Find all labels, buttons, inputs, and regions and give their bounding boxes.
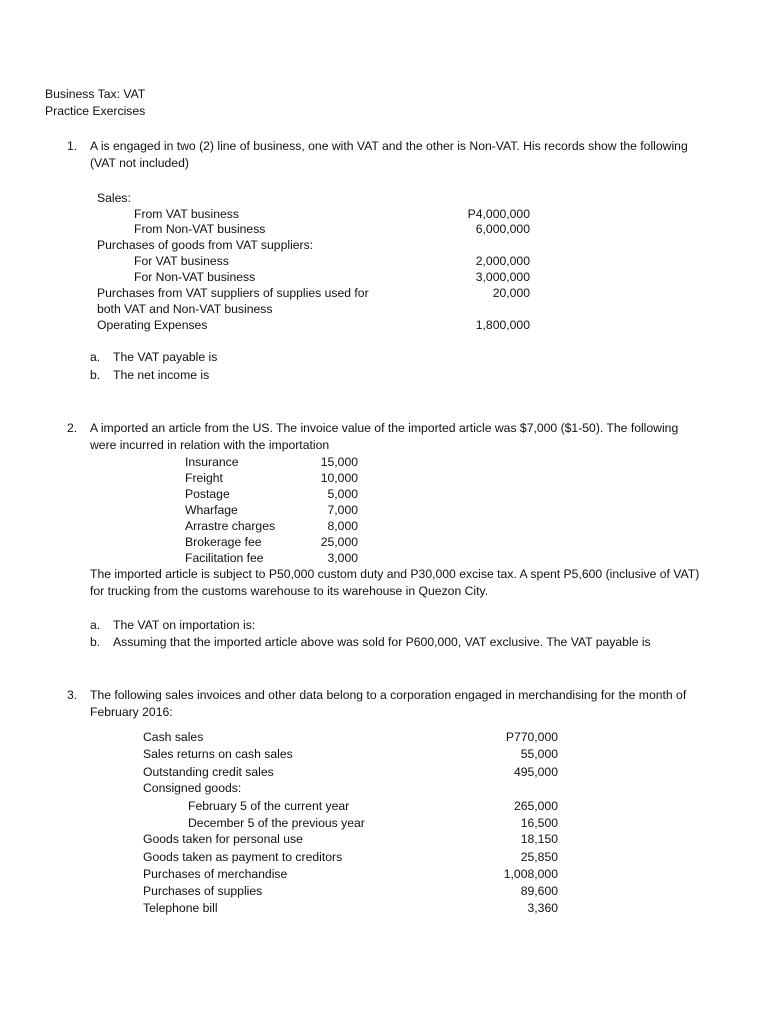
- q1-sub-letter: a.: [90, 350, 101, 364]
- q3-row-amount: 25,850: [520, 850, 558, 864]
- q2-row-label: Brokerage fee: [185, 535, 262, 549]
- q3-number: 3.: [67, 688, 78, 702]
- q2-row-amount: 5,000: [327, 487, 358, 501]
- q2-row-label: Facilitation fee: [185, 551, 264, 565]
- q3-row-label: Goods taken as payment to creditors: [143, 850, 343, 864]
- q3-row-amount: 16,500: [520, 816, 558, 830]
- q1-row-label: Purchases from VAT suppliers of supplies used for: [97, 286, 369, 300]
- q1-number: 1.: [67, 139, 78, 153]
- q1-row-label: both VAT and Non-VAT business: [97, 302, 273, 316]
- q3-row-label: Sales returns on cash sales: [143, 747, 293, 761]
- q3-row-amount: 3,360: [527, 901, 558, 915]
- q1-row-amount: 6,000,000: [475, 222, 530, 236]
- q3-row-label: February 5 of the current year: [188, 799, 350, 813]
- q1-row-amount: 2,000,000: [475, 254, 530, 268]
- q2-text-line2: were incurred in relation with the importation: [90, 438, 330, 452]
- q2-row-amount: 7,000: [327, 503, 358, 517]
- q1-row-label: Operating Expenses: [97, 318, 208, 332]
- q1-row-amount: 3,000,000: [475, 270, 530, 284]
- q3-row-label: Goods taken for personal use: [143, 832, 303, 846]
- q2-row-label: Arrastre charges: [185, 519, 276, 533]
- q1-row-label: For VAT business: [134, 254, 229, 268]
- q3-row-amount: 495,000: [513, 765, 558, 779]
- q1-row-label: For Non-VAT business: [134, 270, 256, 284]
- q3-row-label: December 5 of the previous year: [188, 816, 365, 830]
- q3-row-label: Outstanding credit sales: [143, 765, 274, 779]
- q3-row-amount: P770,000: [505, 730, 558, 744]
- q2-row-label: Insurance: [185, 455, 239, 469]
- q2-note-line1: The imported article is subject to P50,000 custom duty and P30,000 excise tax. A spent P5,600 (inclusive of VAT): [90, 567, 700, 581]
- q3-text-line2: February 2016:: [90, 705, 173, 719]
- q1-row-amount: 20,000: [492, 286, 530, 300]
- q3-row-label: Consigned goods:: [143, 781, 242, 795]
- q2-row-amount: 8,000: [327, 519, 358, 533]
- q1-row-label: From VAT business: [134, 207, 239, 221]
- q2-number: 2.: [67, 421, 78, 435]
- doc-title: Business Tax: VAT: [45, 87, 146, 101]
- q2-sub-text: The VAT on importation is:: [113, 618, 256, 632]
- q3-row-amount: 55,000: [520, 747, 558, 761]
- q2-sub-letter: b.: [90, 635, 101, 649]
- q2-sub-text: Assuming that the imported article above was sold for P600,000, VAT exclusive. The VAT payable is: [113, 635, 651, 649]
- q1-row-amount: 1,800,000: [475, 318, 530, 332]
- q3-row-amount: 18,150: [520, 832, 558, 846]
- q1-sub-text: The net income is: [113, 368, 210, 382]
- q1-text-line2: (VAT not included): [90, 156, 189, 170]
- q2-row-amount: 15,000: [320, 455, 358, 469]
- q3-row-label: Telephone bill: [143, 901, 218, 915]
- q1-row-label: From Non-VAT business: [134, 222, 266, 236]
- q2-row-label: Postage: [185, 487, 230, 501]
- q2-row-amount: 3,000: [327, 551, 358, 565]
- q1-sub-letter: b.: [90, 368, 101, 382]
- q1-sub-text: The VAT payable is: [113, 350, 218, 364]
- q2-sub-letter: a.: [90, 618, 101, 632]
- q2-note-line2: for trucking from the customs warehouse to its warehouse in Quezon City.: [90, 584, 489, 598]
- q1-row-label: Purchases of goods from VAT suppliers:: [97, 238, 314, 252]
- q3-row-label: Cash sales: [143, 730, 204, 744]
- q2-row-amount: 25,000: [320, 535, 358, 549]
- q2-row-amount: 10,000: [320, 471, 358, 485]
- q1-row-label: Sales:: [97, 191, 131, 205]
- doc-subtitle: Practice Exercises: [45, 104, 146, 118]
- q2-row-label: Freight: [185, 471, 223, 485]
- q3-row-label: Purchases of supplies: [143, 884, 263, 898]
- q3-row-label: Purchases of merchandise: [143, 867, 288, 881]
- q2-row-label: Wharfage: [185, 503, 238, 517]
- q3-row-amount: 265,000: [513, 799, 558, 813]
- q3-row-amount: 1,008,000: [503, 867, 558, 881]
- q2-text-line1: A imported an article from the US. The invoice value of the imported article was $7,000 ($1-50). The following: [90, 421, 679, 435]
- q1-text-line1: A is engaged in two (2) line of business, one with VAT and the other is Non-VAT. His records show the following: [90, 139, 688, 153]
- q3-row-amount: 89,600: [520, 884, 558, 898]
- q1-row-amount: P4,000,000: [467, 207, 530, 221]
- q3-text-line1: The following sales invoices and other data belong to a corporation engaged in merchandising for the month of: [90, 688, 687, 702]
